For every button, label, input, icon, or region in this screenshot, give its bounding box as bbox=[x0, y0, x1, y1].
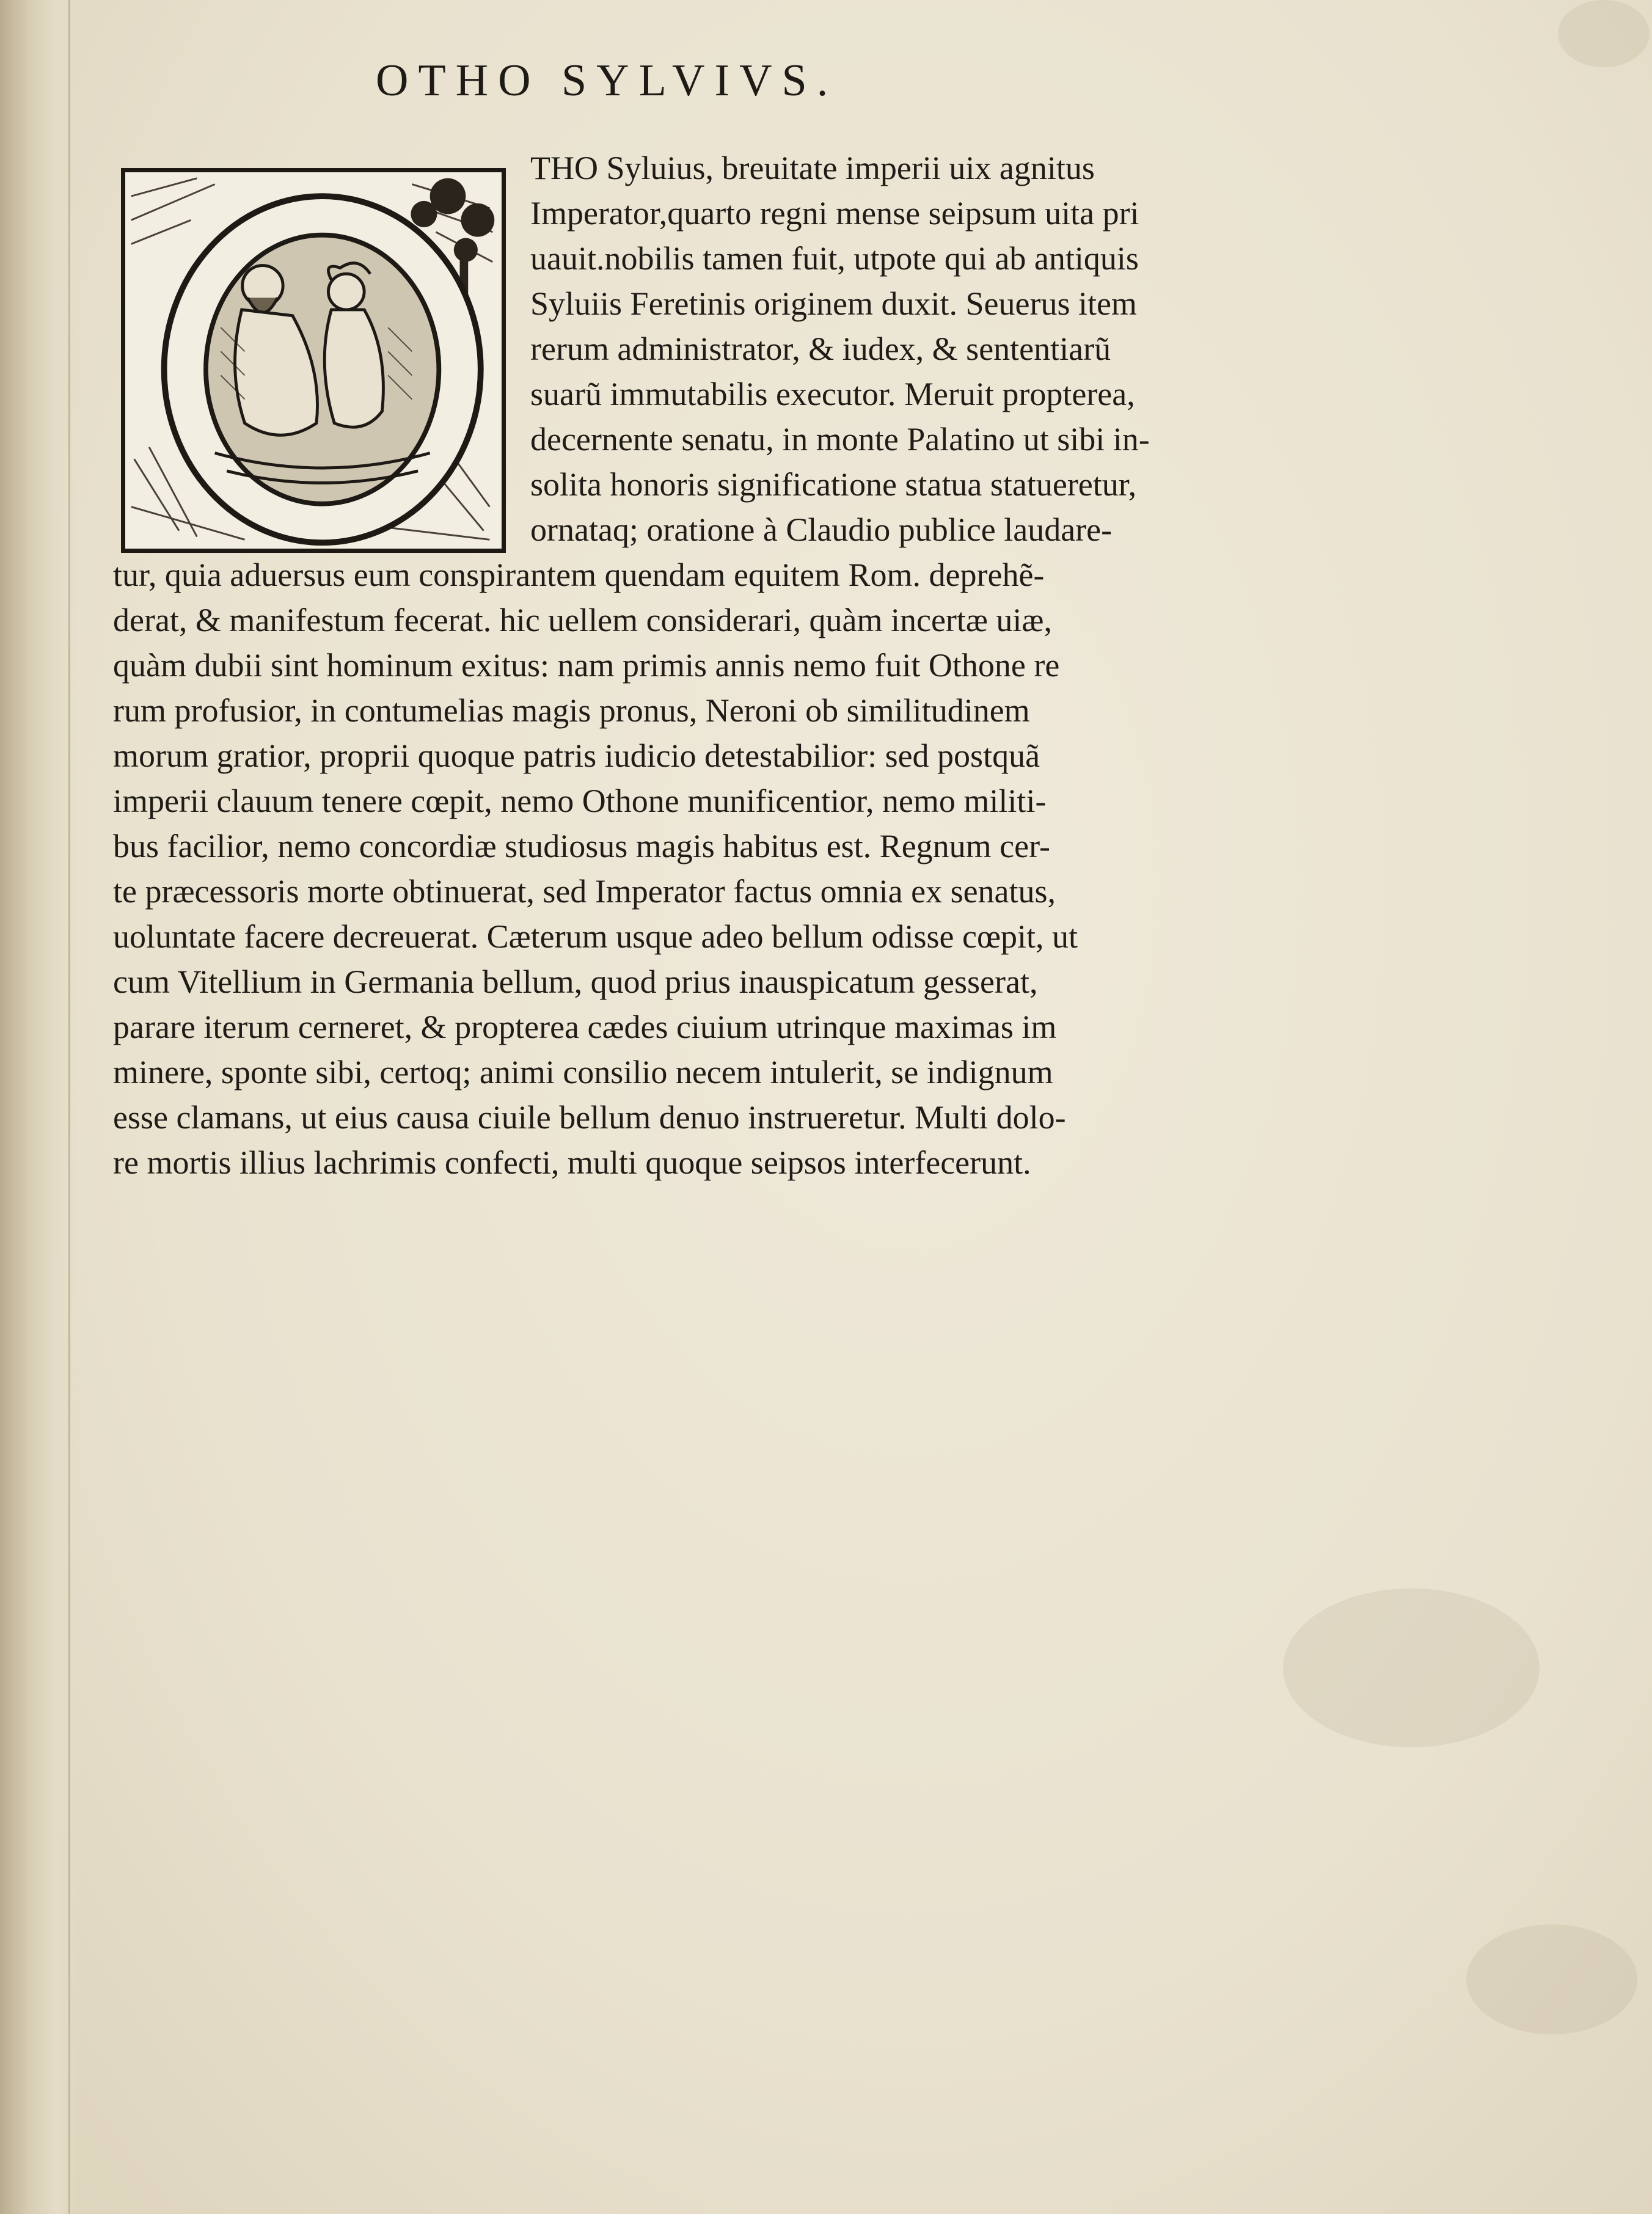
text-line: bus facilior, nemo concordiæ studiosus magis habitus est. Regnum cer- bbox=[113, 828, 1050, 864]
text-line: solita honoris significatione statua statueretur, bbox=[530, 466, 1137, 503]
text-line: morum gratior, proprii quoque patris iudicio detestabilior: sed postquã bbox=[113, 737, 1040, 774]
page-title: OTHO SYLVIVS. bbox=[376, 56, 838, 106]
text-line: te præcessoris morte obtinuerat, sed Imperator factus omnia ex senatus, bbox=[113, 873, 1056, 910]
text-line: uauit.nobilis tamen fuit, utpote qui ab antiquis bbox=[530, 240, 1139, 277]
text-line: Syluiis Feretinis originem duxit. Seuerus item bbox=[530, 285, 1137, 322]
text-line: THO Syluius, breuitate imperii uix agnitus bbox=[530, 150, 1095, 186]
text-line: suarũ immutabilis executor. Meruit propterea, bbox=[530, 376, 1135, 412]
text-line: re mortis illius lachrimis confecti, multi quoque seipsos interfecerunt. bbox=[113, 1144, 1031, 1181]
text-line: cum Vitellium in Germania bellum, quod prius inauspicatum gesserat, bbox=[113, 963, 1038, 1000]
text-line: Imperator,quarto regni mense seipsum uita pri bbox=[530, 195, 1139, 232]
text-line: rum profusior, in contumelias magis pronus, Neroni ob similitudinem bbox=[113, 692, 1030, 729]
text-line: rerum administrator, & iudex, & sententiarũ bbox=[530, 331, 1111, 367]
text-line: imperii clauum tenere cœpit, nemo Othone munificentior, nemo militi- bbox=[113, 783, 1047, 819]
text-line: esse clamans, ut eius causa ciuile bellum denuo instrueretur. Multi dolo- bbox=[113, 1099, 1066, 1136]
text-line: uoluntate facere decreuerat. Cæterum usque adeo bellum odisse cœpit, ut bbox=[113, 918, 1078, 955]
text-line: ornataq; oratione à Claudio publice laudare- bbox=[530, 511, 1113, 548]
text-line: decernente senatu, in monte Palatino ut sibi in- bbox=[530, 421, 1150, 458]
text-line: parare iterum cerneret, & propterea cædes ciuium utrinque maximas im bbox=[113, 1009, 1057, 1045]
text-line: derat, & manifestum fecerat. hic uellem considerari, quàm incertæ uiæ, bbox=[113, 602, 1052, 638]
text-line: minere, sponte sibi, certoq; animi consilio necem intulerit, se indignum bbox=[113, 1054, 1053, 1091]
text-line: quàm dubii sint hominum exitus: nam primis annis nemo fuit Othone re bbox=[113, 647, 1060, 684]
text-line: tur, quia aduersus eum conspirantem quendam equitem Rom. deprehẽ- bbox=[113, 557, 1045, 593]
